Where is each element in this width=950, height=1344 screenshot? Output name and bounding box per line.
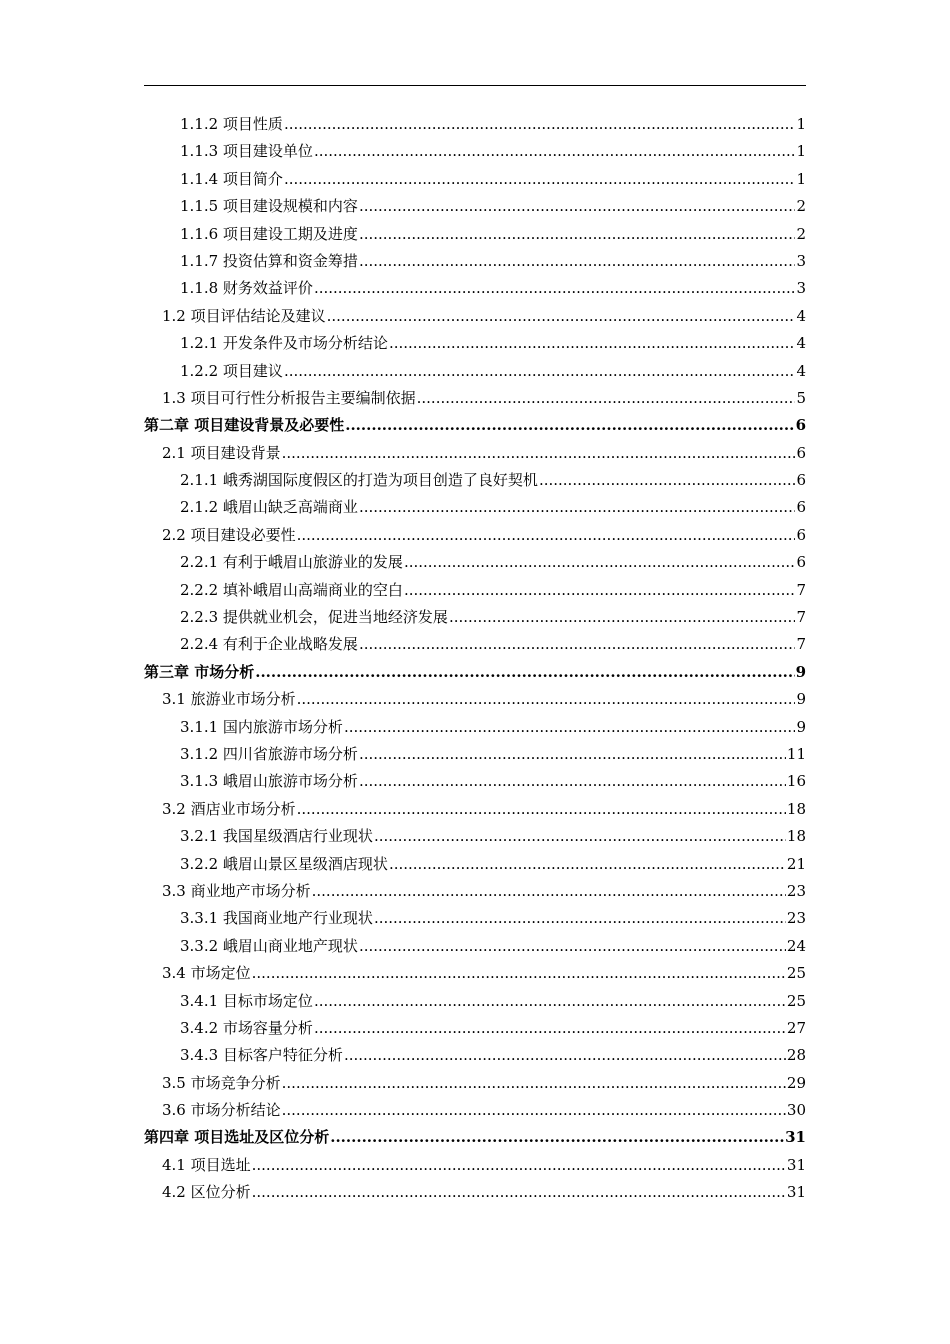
toc-leader-dots: [359, 631, 796, 658]
toc-leader-dots: [252, 1152, 786, 1179]
toc-entry-title: 3.1.2 四川省旅游市场分析: [180, 744, 358, 763]
toc-entry-title: 2.2.4 有利于企业战略发展: [180, 635, 358, 654]
toc-entry-page: 5: [796, 388, 806, 407]
toc-entry[interactable]: [144, 467, 806, 494]
toc-entry[interactable]: [144, 988, 806, 1015]
toc-entry-title: 3.1.3 峨眉山旅游市场分析: [180, 772, 358, 791]
toc-entry-title: 2.1.1 峨秀湖国际度假区的打造为项目创造了良好契机: [180, 471, 538, 490]
toc-entry-title: 第三章 市场分析: [144, 662, 255, 681]
toc-entry-title: 2.2.3 提供就业机会，促进当地经济发展: [180, 608, 448, 627]
toc-entry-page: 18: [786, 799, 806, 818]
toc-leader-dots: [282, 1070, 786, 1097]
toc-entry-title: 3.1.1 国内旅游市场分析: [180, 717, 343, 736]
toc-entry[interactable]: [144, 741, 806, 768]
toc-entry-page: 4: [796, 334, 806, 353]
toc-entry-title: 第二章 项目建设背景及必要性: [144, 416, 345, 435]
toc-entry-title: 2.1 项目建设背景: [162, 443, 281, 462]
toc-entry[interactable]: [144, 549, 806, 576]
toc-leader-dots: [284, 358, 796, 385]
toc-leader-dots: [359, 248, 796, 275]
toc-entry-page: 25: [786, 964, 806, 983]
toc-leader-dots: [297, 522, 796, 549]
toc-entry-title: 1.1.3 项目建设单位: [180, 142, 313, 161]
toc-entry[interactable]: [144, 823, 806, 850]
toc-leader-dots: [404, 549, 796, 576]
toc-entry-page: 9: [796, 690, 806, 709]
toc-leader-dots: [284, 166, 796, 193]
toc-entry-page: 21: [786, 854, 806, 873]
toc-leader-dots: [297, 796, 786, 823]
toc-entry[interactable]: [144, 111, 806, 138]
toc-entry-title: 3.4 市场定位: [162, 964, 251, 983]
toc-entry-title: 2.2 项目建设必要性: [162, 525, 296, 544]
toc-entry-page: 31: [786, 1183, 806, 1202]
toc-entry-title: 3.2.2 峨眉山景区星级酒店现状: [180, 854, 388, 873]
toc-entry-page: 3: [796, 251, 806, 270]
toc-entry-page: 30: [786, 1101, 806, 1120]
toc-entry[interactable]: [144, 933, 806, 960]
toc-entry[interactable]: [144, 385, 806, 412]
toc-leader-dots: [359, 221, 796, 248]
toc-entry[interactable]: [144, 768, 806, 795]
toc-entry[interactable]: [144, 440, 806, 467]
toc-entry[interactable]: [144, 138, 806, 165]
toc-entry-title: 1.2.2 项目建议: [180, 361, 283, 380]
toc-entry[interactable]: [144, 1179, 806, 1206]
toc-entry[interactable]: [144, 522, 806, 549]
toc-entry-page: 1: [796, 115, 806, 133]
toc-leader-dots: [417, 385, 796, 412]
toc-entry[interactable]: [144, 221, 806, 248]
toc-leader-dots: [359, 193, 796, 220]
toc-entry[interactable]: [144, 631, 806, 658]
toc-entry[interactable]: [144, 330, 806, 357]
toc-entry-title: 3.3.2 峨眉山商业地产现状: [180, 936, 358, 955]
toc-entry-title: 1.1.7 投资估算和资金筹措: [180, 251, 358, 270]
toc-entry[interactable]: [144, 851, 806, 878]
toc-entry-page: 2: [796, 197, 806, 216]
toc-leader-dots: [314, 275, 796, 302]
toc-entry-title: 3.3.1 我国商业地产行业现状: [180, 909, 373, 928]
toc-entry-page: 24: [786, 936, 806, 955]
toc-entry-title: 1.1.2 项目性质: [180, 115, 283, 133]
toc-entry-title: 3.6 市场分析结论: [162, 1101, 281, 1120]
toc-entry-title: 3.2 酒店业市场分析: [162, 799, 296, 818]
toc-entry-page: 7: [796, 635, 806, 654]
toc-entry-page: 11: [786, 744, 806, 763]
toc-entry[interactable]: [144, 604, 806, 631]
toc-entry-page: 9: [796, 717, 806, 736]
toc-entry-title: 2.2.2 填补峨眉山高端商业的空白: [180, 580, 403, 599]
toc-entry-title: 4.2 区位分析: [162, 1183, 251, 1202]
toc-leader-dots: [389, 330, 796, 357]
toc-entry-page: 2: [796, 224, 806, 243]
toc-leader-dots: [389, 851, 786, 878]
toc-leader-dots: [344, 1042, 786, 1069]
toc-entry[interactable]: [144, 303, 806, 330]
toc-entry[interactable]: [144, 193, 806, 220]
toc-entry-title: 2.2.1 有利于峨眉山旅游业的发展: [180, 553, 403, 572]
toc-entry[interactable]: [144, 659, 806, 686]
toc-leader-dots: [374, 905, 786, 932]
toc-leader-dots: [284, 111, 796, 138]
toc-leader-dots: [314, 988, 786, 1015]
toc-leader-dots: [255, 659, 794, 686]
toc-leader-dots: [359, 933, 786, 960]
toc-entry[interactable]: [144, 1152, 806, 1179]
toc-leader-dots: [539, 467, 796, 494]
toc-leader-dots: [359, 768, 786, 795]
toc-entry-page: 23: [786, 909, 806, 928]
toc-entry[interactable]: [144, 1042, 806, 1069]
table-of-contents: [144, 111, 806, 1207]
toc-entry-title: 3.4.1 目标市场定位: [180, 991, 313, 1010]
toc-entry-page: 31: [786, 1155, 806, 1174]
toc-entry-page: 7: [796, 580, 806, 599]
toc-entry-page: 16: [786, 772, 806, 791]
toc-entry[interactable]: [144, 1070, 806, 1097]
toc-entry[interactable]: [144, 577, 806, 604]
toc-leader-dots: [359, 741, 786, 768]
toc-entry[interactable]: [144, 412, 806, 439]
toc-entry-page: 29: [786, 1073, 806, 1092]
toc-entry[interactable]: [144, 1097, 806, 1124]
toc-entry-title: 3.3 商业地产市场分析: [162, 881, 311, 900]
toc-entry[interactable]: [144, 275, 806, 302]
toc-entry[interactable]: [144, 1015, 806, 1042]
toc-entry-page: 6: [796, 498, 806, 517]
toc-entry[interactable]: [144, 796, 806, 823]
toc-entry-title: 3.4.3 目标客户特征分析: [180, 1046, 343, 1065]
toc-entry-title: 3.1 旅游业市场分析: [162, 690, 296, 709]
toc-entry-title: 1.1.4 项目简介: [180, 169, 283, 188]
toc-entry-title: 3.4.2 市场容量分析: [180, 1018, 313, 1037]
toc-entry-page: 6: [796, 525, 806, 544]
toc-leader-dots: [314, 138, 796, 165]
toc-entry-page: 27: [786, 1018, 806, 1037]
toc-entry-page: 9: [795, 662, 806, 681]
toc-leader-dots: [297, 686, 796, 713]
toc-entry[interactable]: [144, 960, 806, 987]
toc-leader-dots: [344, 714, 796, 741]
toc-entry-page: 18: [786, 827, 806, 846]
toc-entry-title: 3.2.1 我国星级酒店行业现状: [180, 827, 373, 846]
toc-entry-title: 1.1.6 项目建设工期及进度: [180, 224, 358, 243]
toc-entry[interactable]: [144, 686, 806, 713]
toc-entry-page: 1: [796, 142, 806, 161]
toc-entry-page: 23: [786, 881, 806, 900]
toc-entry-page: 1: [796, 169, 806, 188]
toc-leader-dots: [252, 960, 786, 987]
toc-leader-dots: [327, 303, 796, 330]
toc-leader-dots: [374, 823, 786, 850]
toc-entry-page: 28: [786, 1046, 806, 1065]
toc-leader-dots: [359, 494, 796, 521]
toc-entry-page: 6: [795, 416, 806, 435]
toc-leader-dots: [330, 1124, 784, 1151]
toc-entry-page: 3: [796, 279, 806, 298]
toc-entry-title: 1.1.5 项目建设规模和内容: [180, 197, 358, 216]
toc-entry-page: 6: [796, 471, 806, 490]
toc-entry-page: 4: [796, 361, 806, 380]
toc-leader-dots: [449, 604, 796, 631]
toc-entry[interactable]: [144, 714, 806, 741]
toc-entry-title: 3.5 市场竞争分析: [162, 1073, 281, 1092]
toc-entry-page: 25: [786, 991, 806, 1010]
toc-leader-dots: [345, 412, 794, 439]
toc-entry[interactable]: [144, 248, 806, 275]
toc-entry-title: 1.1.8 财务效益评价: [180, 279, 313, 298]
toc-entry-title: 2.1.2 峨眉山缺乏高端商业: [180, 498, 358, 517]
toc-entry-page: 4: [796, 306, 806, 325]
toc-entry-page: 6: [796, 443, 806, 462]
toc-leader-dots: [404, 577, 796, 604]
toc-entry-title: 1.2.1 开发条件及市场分析结论: [180, 334, 388, 353]
toc-leader-dots: [314, 1015, 786, 1042]
toc-entry[interactable]: [144, 1124, 806, 1151]
toc-leader-dots: [282, 1097, 786, 1124]
toc-entry[interactable]: [144, 358, 806, 385]
toc-entry-title: 4.1 项目选址: [162, 1155, 251, 1174]
toc-leader-dots: [252, 1179, 786, 1206]
toc-entry-title: 第四章 项目选址及区位分析: [144, 1128, 330, 1147]
toc-leader-dots: [282, 440, 796, 467]
toc-entry[interactable]: [144, 878, 806, 905]
toc-entry-page: 6: [796, 553, 806, 572]
toc-entry[interactable]: [144, 166, 806, 193]
toc-entry-title: 1.3 项目可行性分析报告主要编制依据: [162, 388, 416, 407]
toc-entry-page: 7: [796, 608, 806, 627]
toc-entry[interactable]: [144, 905, 806, 932]
toc-entry-page: 31: [785, 1128, 806, 1147]
header-rule: [144, 85, 806, 86]
toc-leader-dots: [312, 878, 786, 905]
toc-entry-title: 1.2 项目评估结论及建议: [162, 306, 326, 325]
toc-entry[interactable]: [144, 494, 806, 521]
